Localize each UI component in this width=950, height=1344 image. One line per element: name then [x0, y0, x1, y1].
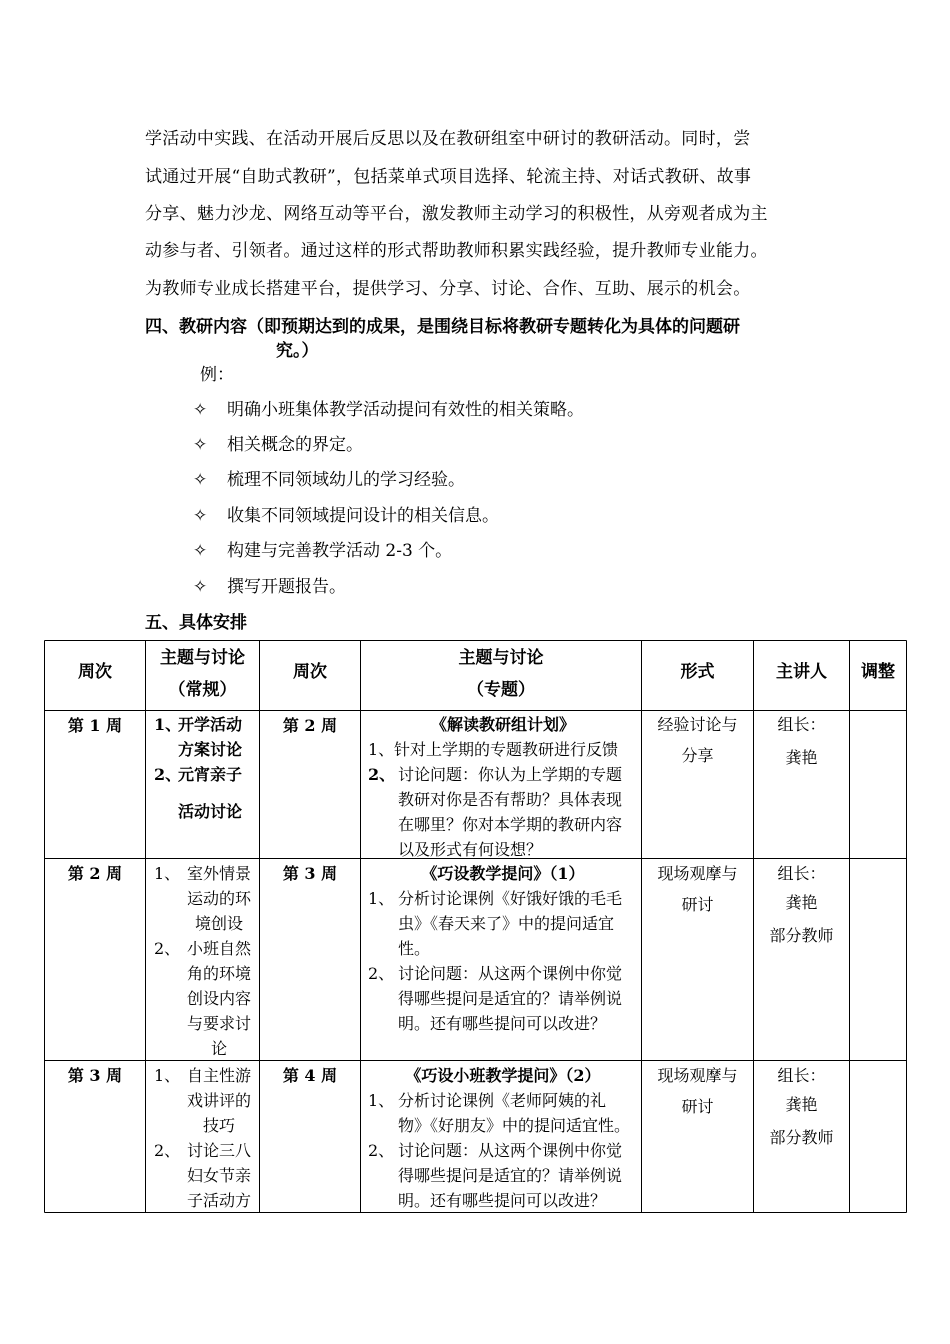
- row-week: 第 1 周: [67, 716, 123, 735]
- intro-line: 学活动中实践、在活动开展后反思以及在教研组室中研讨的教研活动。同时，尝: [145, 129, 751, 149]
- special-item: 2、 讨论问题：从这两个课例中你觉 得哪些提问是适宜的？请举例说 明。还有哪些提问可以改进？: [368, 1141, 623, 1210]
- special-topic-title: 《解读教研组计划》: [430, 715, 575, 734]
- header-topic-special: [361, 642, 641, 706]
- bullet-text: 明确小班集体教学活动提问有效性的相关策略。: [227, 400, 584, 420]
- bullet-text: 收集不同领域提问设计的相关信息。: [227, 506, 499, 526]
- row-week-2: 第 3 周: [282, 864, 338, 883]
- row-regular-topics: [154, 1063, 254, 1213]
- header-week-2: 周次: [293, 662, 327, 682]
- row-week: 第 3 周: [67, 1066, 123, 1085]
- special-item: 2、 讨论问题：你认为上学期的专题 教研对你是否有帮助？具体表现 在哪里？你对本学期的教研内容 以及形式有何设想？: [368, 765, 623, 859]
- special-topic-title: 《巧设教学提问》（1）: [421, 864, 585, 883]
- section5-heading: 五、具体安排: [145, 613, 247, 633]
- row-special-topic: [368, 1063, 638, 1213]
- row-form: 现场观摩与 研讨: [657, 864, 738, 914]
- header-adjust: 调整: [861, 662, 895, 682]
- regular-item: 1、 室外情景 运动的环 境创设: [154, 864, 251, 933]
- diamond-bullet-icon: ✧: [193, 506, 208, 526]
- diamond-bullet-icon: ✧: [193, 577, 208, 597]
- regular-item: 2、 元宵亲子 活动讨论: [154, 765, 243, 821]
- regular-item: 1、 自主性游 戏讲评的 技巧: [154, 1066, 251, 1135]
- special-topic-title: 《巧设小班教学提问》（2）: [405, 1066, 601, 1085]
- special-item: 1、 针对上学期的专题教研进行反馈: [368, 740, 619, 759]
- special-item: 1、 分析讨论课例《老师阿姨的礼 物》《好朋友》中的提问适宜性。: [368, 1091, 631, 1135]
- intro-line: 动参与者、引领者。通过这样的形式帮助教师积累实践经验，提升教师专业能力。: [145, 241, 768, 261]
- special-item: 1、 分析讨论课例《好饿好饿的毛毛 虫》《春天来了》中的提问适宜 性。: [368, 889, 623, 958]
- example-label: 例：: [200, 365, 234, 385]
- header-week: 周次: [78, 662, 112, 682]
- row-special-topic: [368, 712, 638, 862]
- row-speaker: 组长： 龚艳 部分教师: [769, 1066, 834, 1147]
- row-speaker: 组长： 龚艳: [777, 715, 826, 767]
- bullet-text: 相关概念的界定。: [227, 435, 363, 455]
- section4-heading-cont: 究。）: [276, 341, 319, 361]
- row-regular-topics: [154, 861, 254, 1061]
- row-week: 第 2 周: [67, 864, 123, 883]
- regular-item: 1、 开学活动 方案讨论: [154, 715, 243, 759]
- bullet-text: 梳理不同领域幼儿的学习经验。: [227, 470, 465, 490]
- bullet-text: 撰写开题报告。: [227, 577, 346, 597]
- row-special-topic: [368, 861, 638, 1036]
- section4-heading: 四、教研内容（即预期达到的成果，是围绕目标将教研专题转化为具体的问题研: [145, 317, 740, 337]
- header-topic-special-l2: （专题）: [467, 680, 535, 700]
- header-topic-regular: [146, 642, 259, 706]
- diamond-bullet-icon: ✧: [193, 400, 208, 420]
- intro-line: 分享、魅力沙龙、网络互动等平台，激发教师主动学习的积极性，从旁观者成为主: [145, 204, 768, 224]
- diamond-bullet-icon: ✧: [193, 435, 208, 455]
- regular-item: 2、 小班自然 角的环境 创设内容 与要求讨 论: [154, 939, 251, 1058]
- diamond-bullet-icon: ✧: [193, 470, 208, 490]
- header-speaker: 主讲人: [776, 662, 827, 682]
- row-form: 现场观摩与 研讨: [657, 1066, 738, 1116]
- header-form: 形式: [680, 662, 715, 682]
- intro-line: 试通过开展“自助式教研”，包括菜单式项目选择、轮流主持、对话式教研、故事: [145, 167, 752, 187]
- row-form: 经验讨论与 分享: [657, 715, 738, 765]
- row-week-2: 第 4 周: [282, 1066, 338, 1085]
- header-topic-regular-l2: （常规）: [168, 680, 237, 700]
- diamond-bullet-icon: ✧: [193, 541, 208, 561]
- intro-line: 为教师专业成长搭建平台，提供学习、分享、讨论、合作、互助、展示的机会。: [145, 279, 751, 299]
- row-regular-topics: [154, 712, 254, 824]
- header-topic-special-l1: 主题与讨论: [458, 648, 544, 668]
- header-topic-regular-l1: 主题与讨论: [160, 648, 245, 668]
- row-speaker: 组长： 龚艳 部分教师: [769, 864, 834, 945]
- special-item: 2、 讨论问题：从这两个课例中你觉 得哪些提问是适宜的？请举例说 明。还有哪些提问可以改进？: [368, 964, 623, 1033]
- bullet-text: 构建与完善教学活动 2-3 个。: [227, 541, 453, 561]
- regular-item: 2、 讨论三八 妇女节亲 子活动方: [154, 1141, 251, 1210]
- row-week-2: 第 2 周: [282, 716, 338, 735]
